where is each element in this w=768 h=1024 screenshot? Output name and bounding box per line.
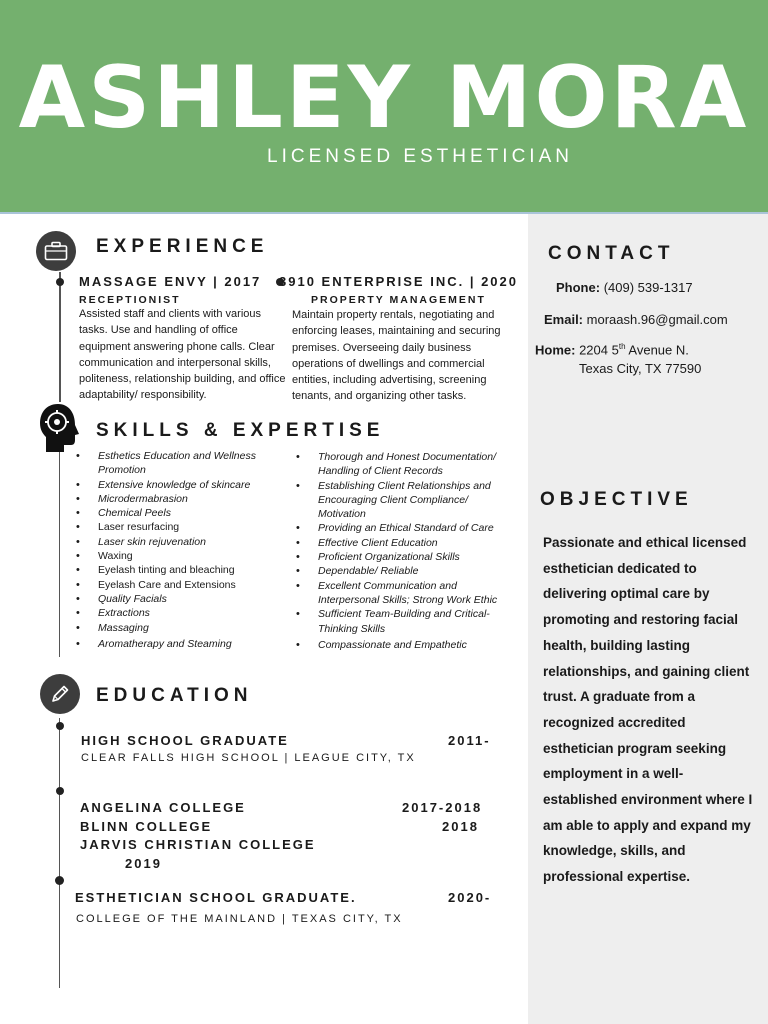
education-entry-title: BLINN COLLEGE xyxy=(80,819,213,834)
education-entry-year: 2018 xyxy=(442,819,479,834)
head-gears-icon xyxy=(38,402,82,454)
education-entry-year: 2019 xyxy=(125,856,162,871)
list-item: • Extensive knowledge of skincare xyxy=(76,478,276,492)
list-item: • Chemical Peels xyxy=(76,506,276,520)
home-label: Home: xyxy=(535,342,576,358)
address-number: 2204 5 xyxy=(579,342,619,358)
education-entry-title: HIGH SCHOOL GRADUATE xyxy=(81,733,289,748)
education-entry-title: ANGELINA COLLEGE xyxy=(80,800,246,815)
list-item: • Establishing Client Relationships and Encouraging Client Compliance/ Motivation xyxy=(296,479,508,522)
education-heading: EDUCATION xyxy=(96,685,253,706)
email-label: Email: xyxy=(544,312,584,327)
list-item: • Microdermabrasion xyxy=(76,492,276,506)
list-item: • Aromatherapy and Steaming xyxy=(76,637,276,651)
candidate-name: ASHLEY MORA xyxy=(18,48,750,148)
list-item: • Dependable/ Reliable xyxy=(296,564,508,578)
list-item: • Waxing xyxy=(76,549,276,563)
address-city: Texas City, TX 77590 xyxy=(579,361,702,376)
list-item: • Laser resurfacing xyxy=(76,520,276,534)
experience-heading: EXPERIENCE xyxy=(96,236,269,257)
education-entry-school: COLLEGE OF THE MAINLAND | TEXAS CITY, TX xyxy=(76,913,403,925)
list-item: • Extractions xyxy=(76,606,276,620)
contact-phone xyxy=(556,280,693,295)
address-street: Avenue N. xyxy=(625,342,689,358)
education-entry-year: 2011- xyxy=(448,733,491,748)
list-item: • Sufficient Team-Building and Critical-Thinking Skills xyxy=(296,607,508,636)
experience-timeline xyxy=(59,272,61,402)
timeline-dot xyxy=(55,876,64,885)
phone-label: Phone: xyxy=(556,280,601,295)
job-employer: 3910 ENTERPRISE INC. | 2020 xyxy=(279,274,518,289)
timeline-dot xyxy=(56,787,64,795)
skills-heading: SKILLS & EXPERTISE xyxy=(96,420,385,441)
list-item: • Providing an Ethical Standard of Care xyxy=(296,521,508,535)
job-description: Assisted staff and clients with various tasks. Use and handling of office equipment answering phone calls. Clear communication and interpersonal skills, politeness, relationship building, and office adaptability/ responsibility. xyxy=(79,308,286,402)
list-item: • Compassionate and Empathetic xyxy=(296,638,508,652)
job-role: PROPERTY MANAGEMENT xyxy=(311,294,486,306)
pencil-icon xyxy=(40,674,80,714)
contact-heading: CONTACT xyxy=(548,243,675,264)
list-item: • Eyelash Care and Extensions xyxy=(76,578,276,592)
contact-email xyxy=(544,312,728,327)
phone-value: (409) 539-1317 xyxy=(603,280,693,295)
list-item: • Excellent Communication and Interpersonal Skills; Strong Work Ethic xyxy=(296,579,508,608)
list-item: • Eyelash tinting and bleaching xyxy=(76,563,276,577)
header-banner xyxy=(0,0,768,214)
email-value: moraash.96@gmail.com xyxy=(586,312,728,327)
list-item: • Proficient Organizational Skills xyxy=(296,550,508,564)
list-item: • Thorough and Honest Documentation/ Handling of Client Records xyxy=(296,450,508,479)
skills-list-left xyxy=(76,449,276,651)
education-timeline xyxy=(59,718,60,988)
objective-text: Passionate and ethical licensed esthetician dedicated to delivering optimal care by promoting and restoring facial health, building lasting relationships, and gaining client trust. A graduate from a recognized accredited esthetician program seeking employment in a well-established environment where I am able to apply and expand my knowledge, skills, and professional expertise. xyxy=(543,535,753,885)
education-entry-title: ESTHETICIAN SCHOOL GRADUATE. xyxy=(75,890,357,905)
list-item: • Effective Client Education xyxy=(296,536,508,550)
education-entry-year: 2020- xyxy=(448,890,492,905)
skills-list-right xyxy=(296,450,508,652)
skills-timeline xyxy=(59,452,60,657)
contact-home xyxy=(535,342,689,357)
list-item: • Laser skin rejuvenation xyxy=(76,535,276,549)
list-item: • Esthetics Education and Wellness Promotion xyxy=(76,449,276,478)
job-role: RECEPTIONIST xyxy=(79,294,181,306)
list-item: • Quality Facials xyxy=(76,592,276,606)
briefcase-icon xyxy=(36,231,76,271)
address-suffix: th xyxy=(618,342,626,351)
list-item: • Massaging xyxy=(76,621,276,635)
job-employer: MASSAGE ENVY | 2017 xyxy=(79,274,262,289)
timeline-dot xyxy=(56,722,64,730)
timeline-dot xyxy=(56,278,64,286)
education-entry-year: 2017-2018 xyxy=(402,800,483,815)
objective-heading: OBJECTIVE xyxy=(540,489,693,510)
candidate-title: LICENSED ESTHETICIAN xyxy=(267,146,573,167)
education-entry-school: CLEAR FALLS HIGH SCHOOL | LEAGUE CITY, TX xyxy=(81,752,416,764)
job-description: Maintain property rentals, negotiating and enforcing leases, maintaining and securing premises. Overseeing daily business operations of dwellings and commercial entities, including advertising, screening tenants, and organizing other tasks. xyxy=(292,309,501,403)
education-entry-title: JARVIS CHRISTIAN COLLEGE xyxy=(80,837,316,852)
